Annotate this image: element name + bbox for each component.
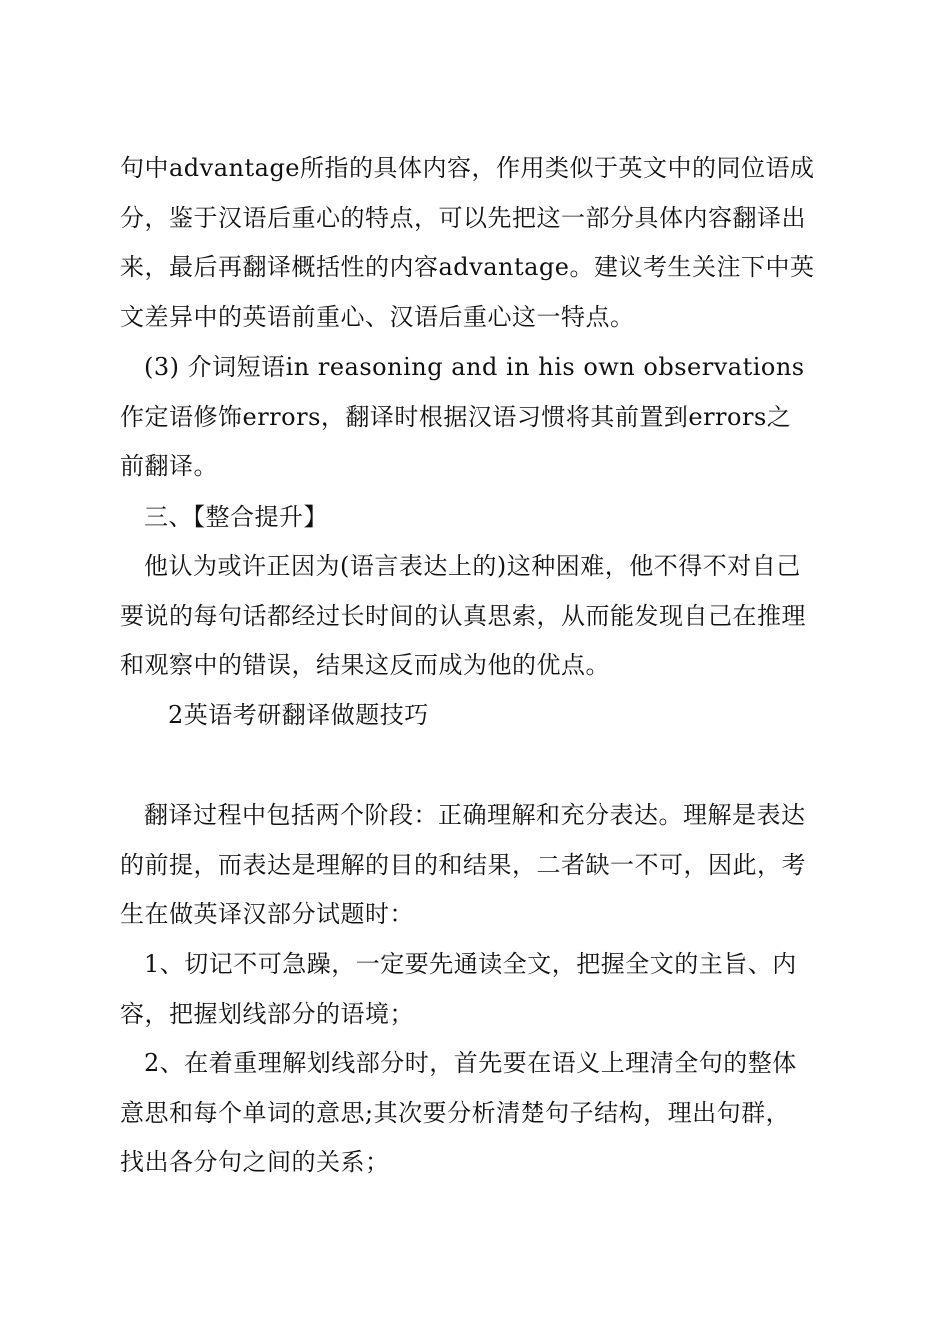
text-line: 作定语修饰errors，翻译时根据汉语习惯将其前置到errors之: [120, 402, 792, 431]
text-line: (3) 介词短语in reasoning and in his own observations: [144, 353, 805, 381]
text-line: 1、切记不可急躁，一定要先通读全文，把握全文的主旨、内: [144, 950, 797, 978]
text-line: 来，最后再翻译概括性的内容advantage。建议考生关注下中英: [120, 253, 815, 282]
paragraph-translation-result: [120, 542, 832, 691]
text-line: 前翻译。: [120, 452, 218, 481]
text-line: 容，把握划线部分的语境；: [120, 999, 414, 1028]
subtitle: [120, 691, 832, 741]
paragraph-translation-stages: [120, 791, 832, 940]
list-item-1: [120, 940, 832, 1039]
list-item-2: [120, 1039, 832, 1188]
text-line: 2、在着重理解划线部分时，首先要在语义上理清全句的整体: [144, 1049, 797, 1077]
text-line: 找出各分句之间的关系；: [120, 1148, 390, 1177]
text-line: 文差异中的英语前重心、汉语后重心这一特点。: [120, 302, 635, 331]
text-line: 生在做英译汉部分试题时：: [120, 900, 414, 929]
text-line: 翻译过程中包括两个阶段：正确理解和充分表达。理解是表达: [144, 801, 806, 829]
text-line: 句中advantage所指的具体内容，作用类似于英文中的同位语成: [120, 154, 815, 182]
section-heading: [120, 493, 832, 543]
paragraph-prepositional-phrase: [120, 343, 832, 492]
text-line: 要说的每句话都经过长时间的认真思索，从而能发现自己在推理: [120, 601, 806, 630]
text-line: 的前提，而表达是理解的目的和结果，二者缺一不可，因此，考: [120, 850, 806, 879]
section-heading-text: 三、【整合提升】: [144, 503, 328, 531]
text-line: 分，鉴于汉语后重心的特点，可以先把这一部分具体内容翻译出: [120, 203, 806, 232]
text-line: 和观察中的错误，结果这反而成为他的优点。: [120, 651, 610, 680]
text-line: 意思和每个单词的意思;其次要分析清楚句子结构，理出句群，: [120, 1098, 791, 1127]
subtitle-text: 2英语考研翻译做题技巧: [168, 701, 429, 729]
paragraph-advantage-explanation: [120, 144, 832, 342]
text-line: 他认为或许正因为(语言表达上的)这种困难，他不得不对自己: [144, 552, 801, 580]
